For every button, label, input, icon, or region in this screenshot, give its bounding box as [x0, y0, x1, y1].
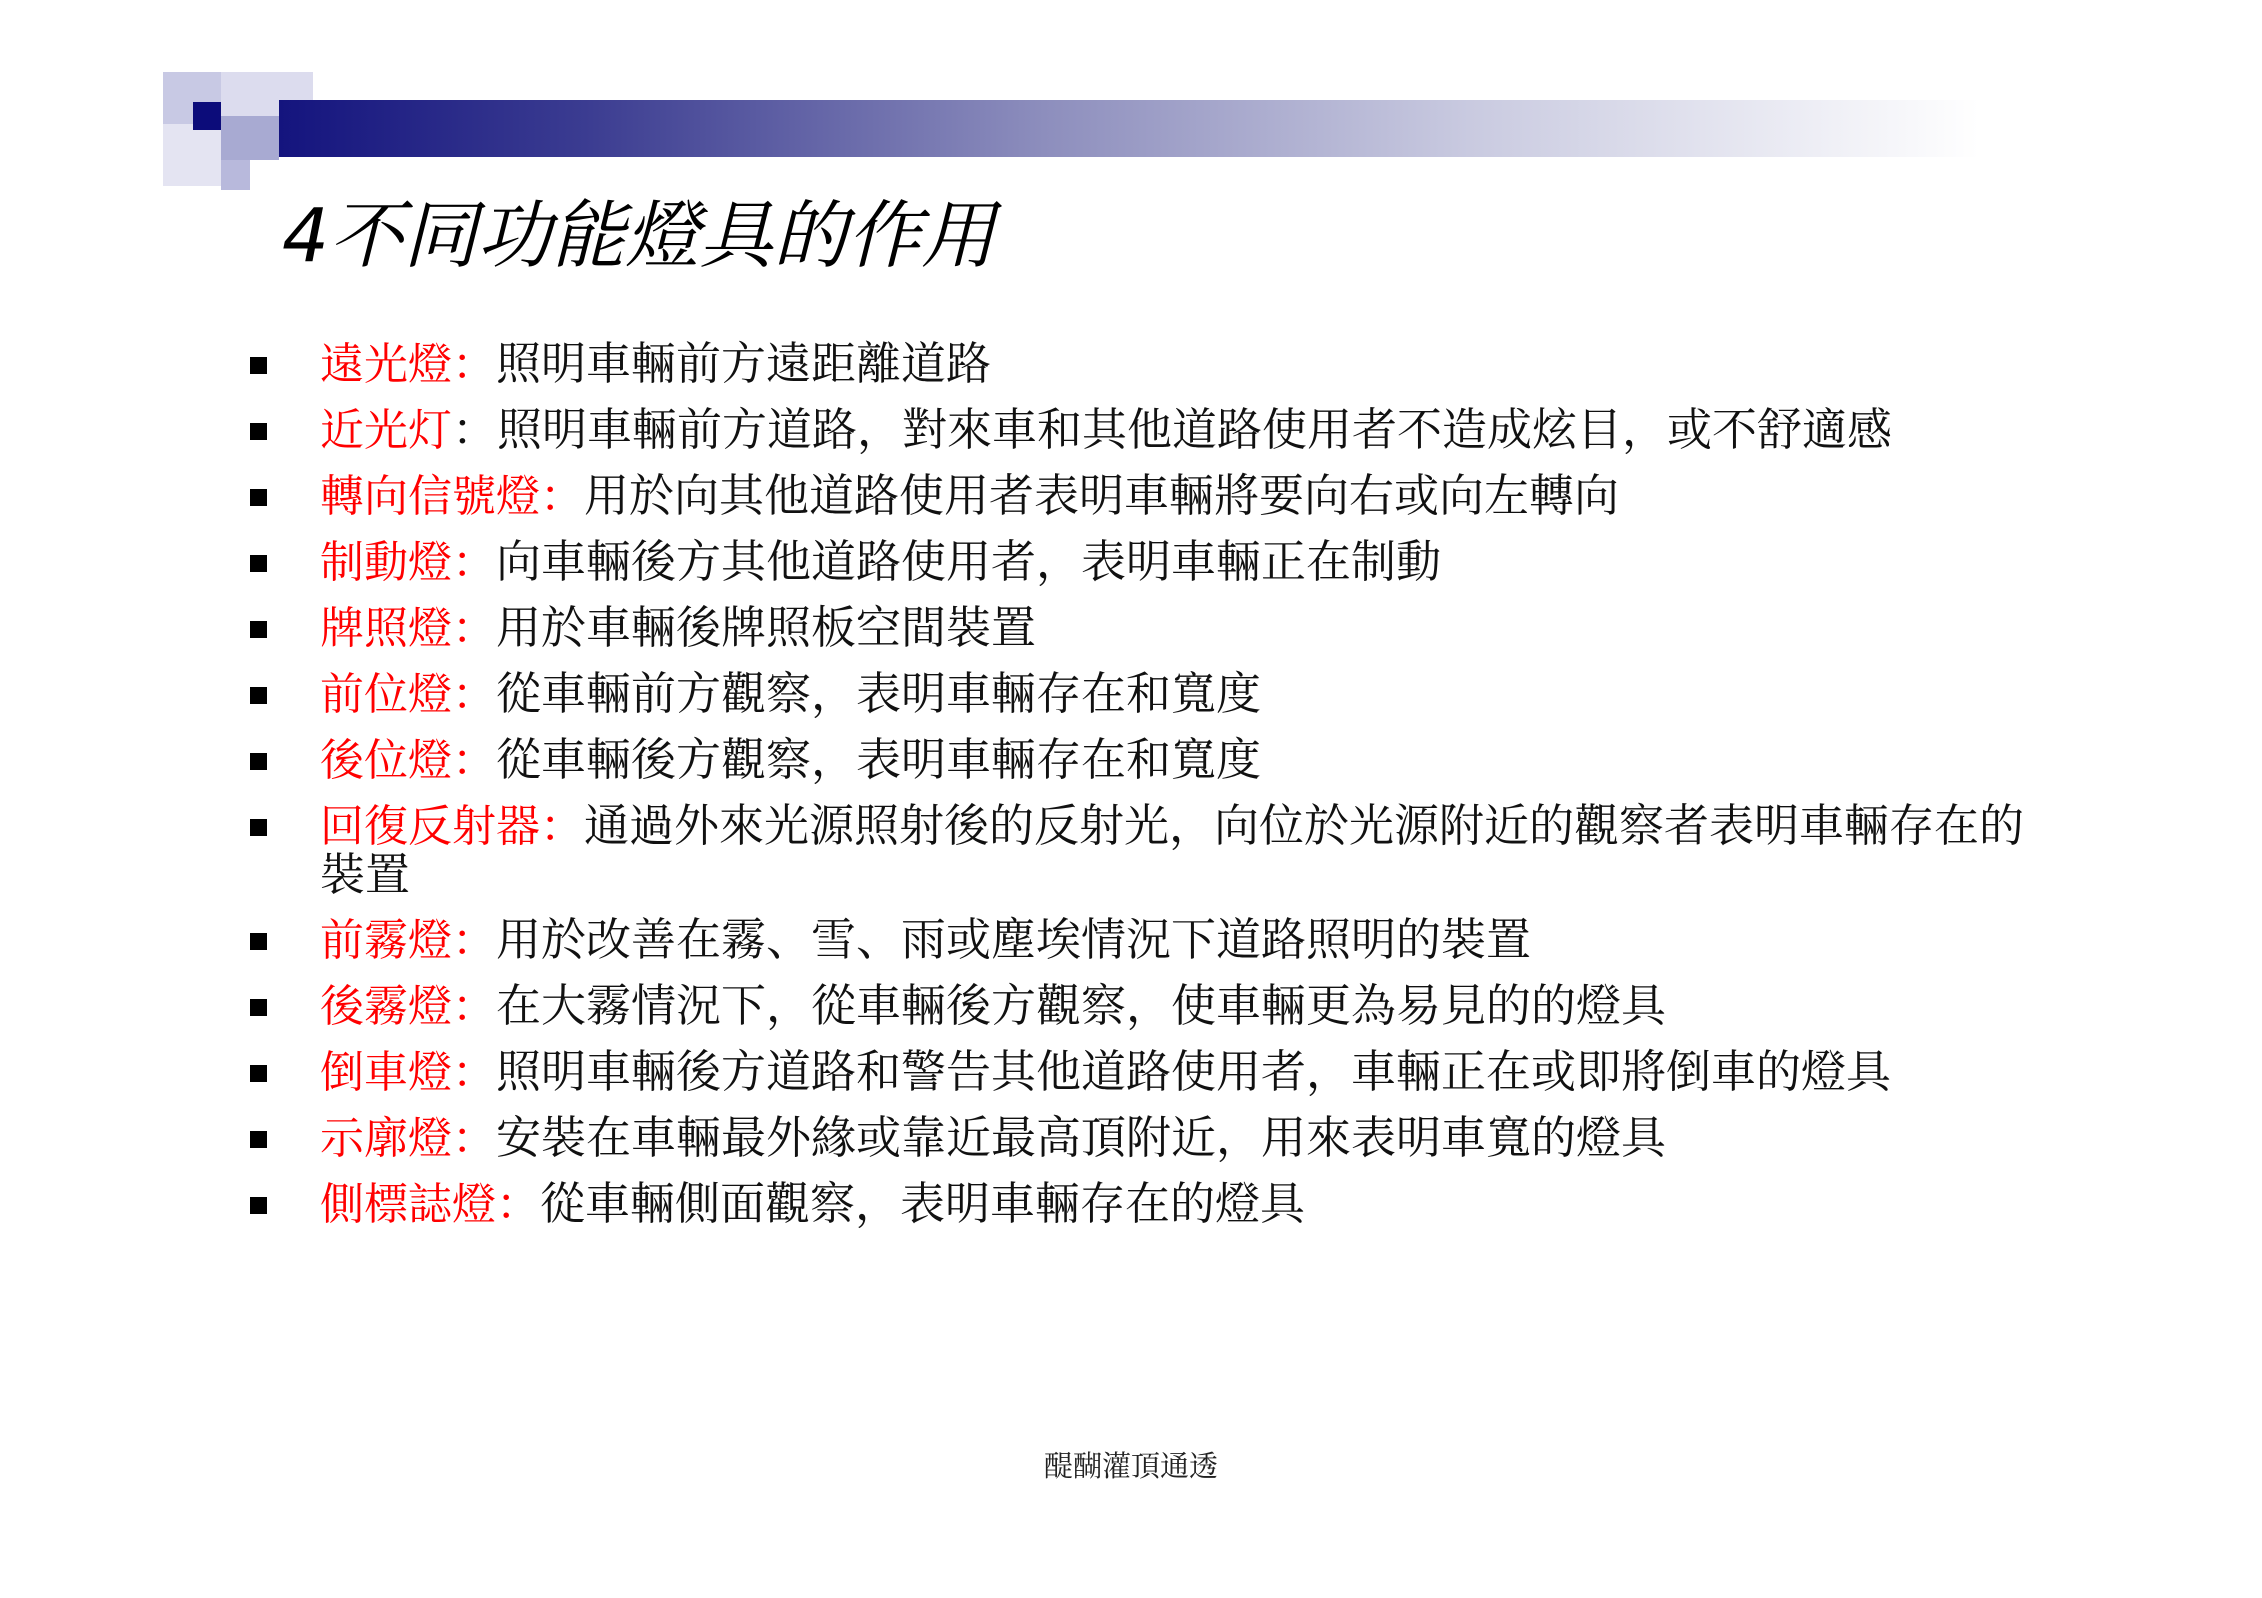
item-description: 安裝在車輛最外緣或靠近最高頂附近，用來表明車寬的燈具 [496, 1111, 1667, 1164]
list-item [250, 1045, 2050, 1098]
square-bullet-icon [250, 489, 267, 506]
slide-footer: 醍醐灌頂通透 [1043, 1449, 1218, 1483]
square-bullet-icon [250, 357, 267, 374]
item-term: 回復反射器： [320, 801, 584, 852]
list-item [250, 1177, 2050, 1230]
square-bullet-icon [250, 999, 267, 1016]
item-term: 前霧燈： [320, 915, 496, 966]
square-bullet-icon [250, 933, 267, 950]
item-description: 在大霧情況下，從車輛後方觀察，使車輛更為易見的的燈具 [496, 979, 1667, 1032]
square-bullet-icon [250, 1131, 267, 1148]
bullet-list [250, 337, 2050, 1246]
decor-square [221, 160, 250, 190]
list-item [250, 913, 2050, 966]
list-item [250, 601, 2050, 654]
item-description: 從車輛側面觀察，表明車輛存在的燈具 [540, 1177, 1306, 1230]
list-item [250, 799, 2050, 901]
list-item [250, 733, 2050, 786]
list-item [250, 469, 2050, 522]
decor-square-accent [193, 102, 221, 130]
list-item [250, 403, 2050, 456]
item-term: 近光灯 [320, 405, 452, 456]
item-term: 遠光燈： [320, 339, 496, 390]
square-bullet-icon [250, 1065, 267, 1082]
square-bullet-icon [250, 423, 267, 440]
page-title: 4不同功能燈具的作用 [282, 193, 996, 279]
item-description: 照明車輛後方道路和警告其他道路使用者，車輛正在或即將倒車的燈具 [496, 1045, 1892, 1098]
header-gradient-bar [279, 100, 1979, 157]
item-description: 照明車輛前方遠距離道路 [496, 337, 992, 390]
item-description: ：照明車輛前方道路，對來車和其他道路使用者不造成炫目，或不舒適感 [452, 403, 1893, 456]
item-term: 前位燈： [320, 669, 496, 720]
square-bullet-icon [250, 621, 267, 638]
decor-square [163, 124, 221, 186]
list-item [250, 1111, 2050, 1164]
item-description: 用於車輛後牌照板空間裝置 [496, 601, 1037, 654]
item-term: 倒車燈： [320, 1047, 496, 1098]
square-bullet-icon [250, 1197, 267, 1214]
item-term: 制動燈： [320, 537, 496, 588]
list-item [250, 337, 2050, 390]
item-term: 轉向信號燈： [320, 471, 584, 522]
item-description: 用於改善在霧、雪、雨或塵埃情況下道路照明的裝置 [496, 913, 1532, 966]
item-term: 側標誌燈： [320, 1179, 540, 1230]
square-bullet-icon [250, 555, 267, 572]
item-term: 後霧燈： [320, 981, 496, 1032]
decor-square [221, 116, 279, 160]
item-description: 從車輛前方觀察，表明車輛存在和寬度 [496, 667, 1262, 720]
item-description: 向車輛後方其他道路使用者，表明車輛正在制動 [496, 535, 1442, 588]
list-item [250, 979, 2050, 1032]
square-bullet-icon [250, 687, 267, 704]
item-term: 後位燈： [320, 735, 496, 786]
item-description: 從車輛後方觀察，表明車輛存在和寬度 [496, 733, 1262, 786]
item-description: 通過外來光源照射後的反射光，向位於光源附近的觀察者表明車輛存在的裝置 [320, 799, 2025, 901]
item-term: 示廓燈： [320, 1113, 496, 1164]
item-term: 牌照燈： [320, 603, 496, 654]
square-bullet-icon [250, 819, 267, 836]
list-item [250, 667, 2050, 720]
square-bullet-icon [250, 753, 267, 770]
list-item [250, 535, 2050, 588]
item-description: 用於向其他道路使用者表明車輛將要向右或向左轉向 [584, 469, 1620, 522]
